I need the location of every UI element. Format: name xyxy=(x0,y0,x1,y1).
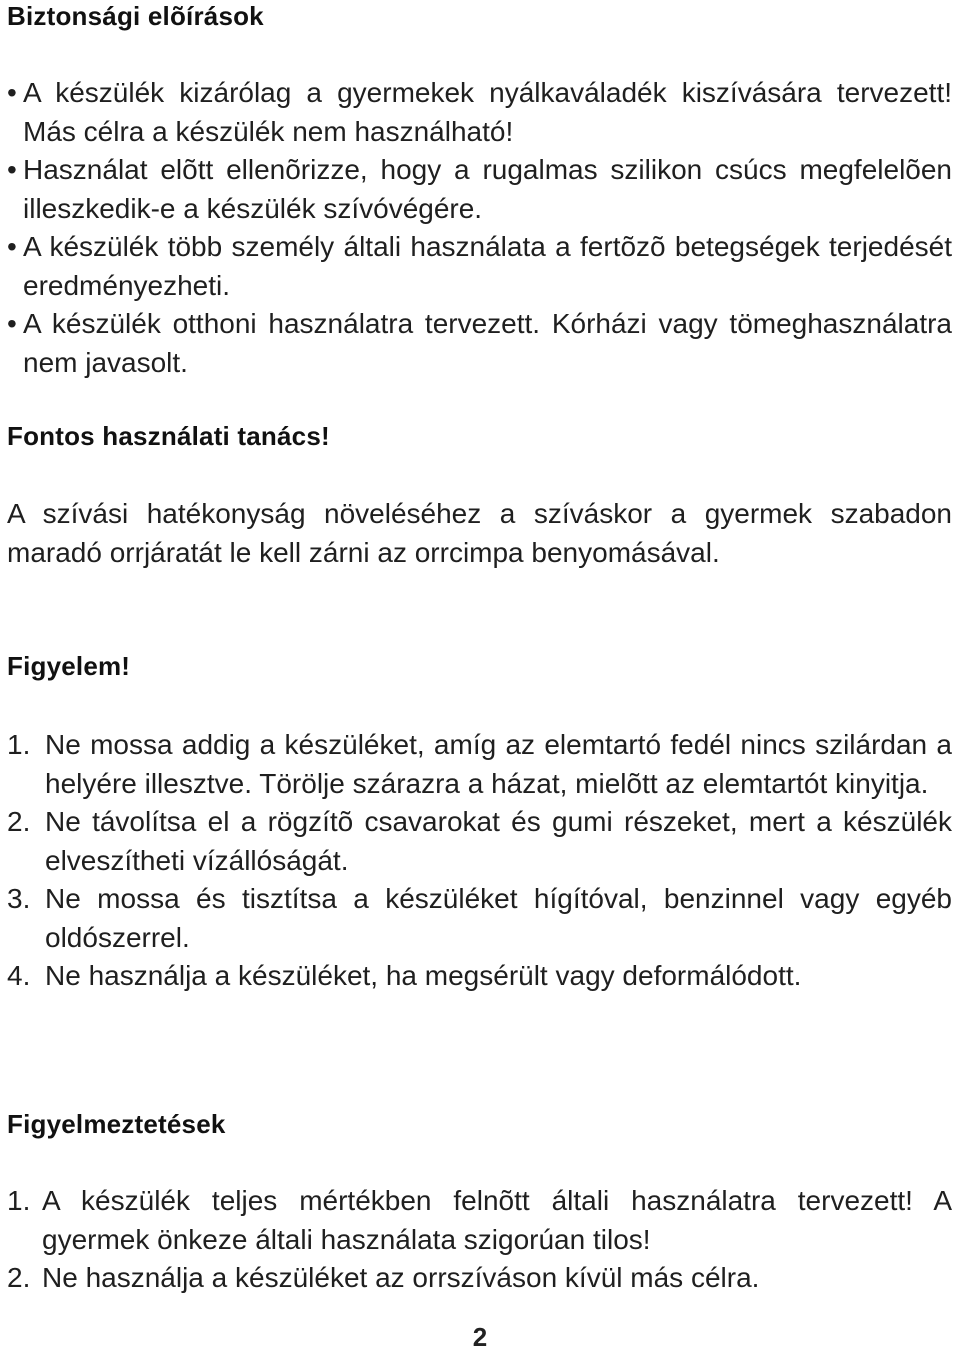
list-item-number: 2. xyxy=(7,1262,31,1293)
list-item-number: 4. xyxy=(7,960,31,991)
list-item-text: A készülék otthoni használatra tervezett. Kórházi vagy tömeghasználatra nem javasolt. xyxy=(23,308,952,378)
section-title-tip: Fontos használati tanács! xyxy=(7,421,330,451)
bullet-icon: • xyxy=(7,77,17,108)
list-item-number: 1. xyxy=(7,729,31,760)
section-title-attention: Figyelem! xyxy=(7,651,131,681)
list-item xyxy=(7,880,952,957)
section-title-warnings: Figyelmeztetések xyxy=(7,1109,226,1139)
list-item-text: Ne használja a készüléket az orrszíváson kívül más célra. xyxy=(42,1262,760,1293)
list-item-text: A készülék kizárólag a gyermekek nyálkaváladék kiszívására tervezett! Más célra a készülék nem használható! xyxy=(23,77,952,147)
list-item-text: Ne használja a készüléket, ha megsérült vagy deformálódott. xyxy=(45,960,802,991)
list-item-text: Használat elõtt ellenõrizze, hogy a rugalmas szilikon csúcs megfelelõen illeszkedik-e a készülék szívóvégére. xyxy=(23,154,952,224)
list-item xyxy=(7,151,952,228)
list-item-number: 2. xyxy=(7,806,31,837)
tip-paragraph xyxy=(7,495,952,572)
list-item xyxy=(7,1259,952,1298)
safety-list xyxy=(7,74,952,382)
list-item xyxy=(7,803,952,880)
warnings-list xyxy=(7,1182,952,1298)
list-item xyxy=(7,74,952,151)
attention-list xyxy=(7,726,952,996)
list-item xyxy=(7,957,952,996)
bullet-icon: • xyxy=(7,231,17,262)
bullet-icon: • xyxy=(7,308,17,339)
list-item xyxy=(7,305,952,382)
list-item-text: A készülék teljes mértékben felnõtt általi használatra tervezett! A gyermek önkeze általi használata szigorúan tilos! xyxy=(42,1185,952,1255)
page-number: 2 xyxy=(472,1322,488,1352)
list-item-text: Ne mossa addig a készüléket, amíg az elemtartó fedél nincs szilárdan a helyére illesztve. Törölje szárazra a házat, mielõtt az elemtartót kinyitja. xyxy=(45,729,952,799)
list-item xyxy=(7,726,952,803)
list-item-number: 3. xyxy=(7,883,31,914)
list-item-text: Ne mossa és tisztítsa a készüléket hígítóval, benzinnel vagy egyéb oldószerrel. xyxy=(45,883,952,953)
list-item-text: Ne távolítsa el a rögzítõ csavarokat és gumi részeket, mert a készülék elveszítheti vízállóságát. xyxy=(45,806,952,876)
list-item-text: A készülék több személy általi használata a fertõzõ betegségek terjedését eredményezheti. xyxy=(23,231,952,301)
list-item xyxy=(7,228,952,305)
section-title-safety: Biztonsági elõírások xyxy=(7,1,264,31)
list-item-number: 1. xyxy=(7,1185,31,1216)
bullet-icon: • xyxy=(7,154,17,185)
list-item xyxy=(7,1182,952,1259)
tip-text: A szívási hatékonyság növeléséhez a szíváskor a gyermek szabadon maradó orrjáratát le kell zárni az orrcimpa benyomásával. xyxy=(7,498,952,568)
